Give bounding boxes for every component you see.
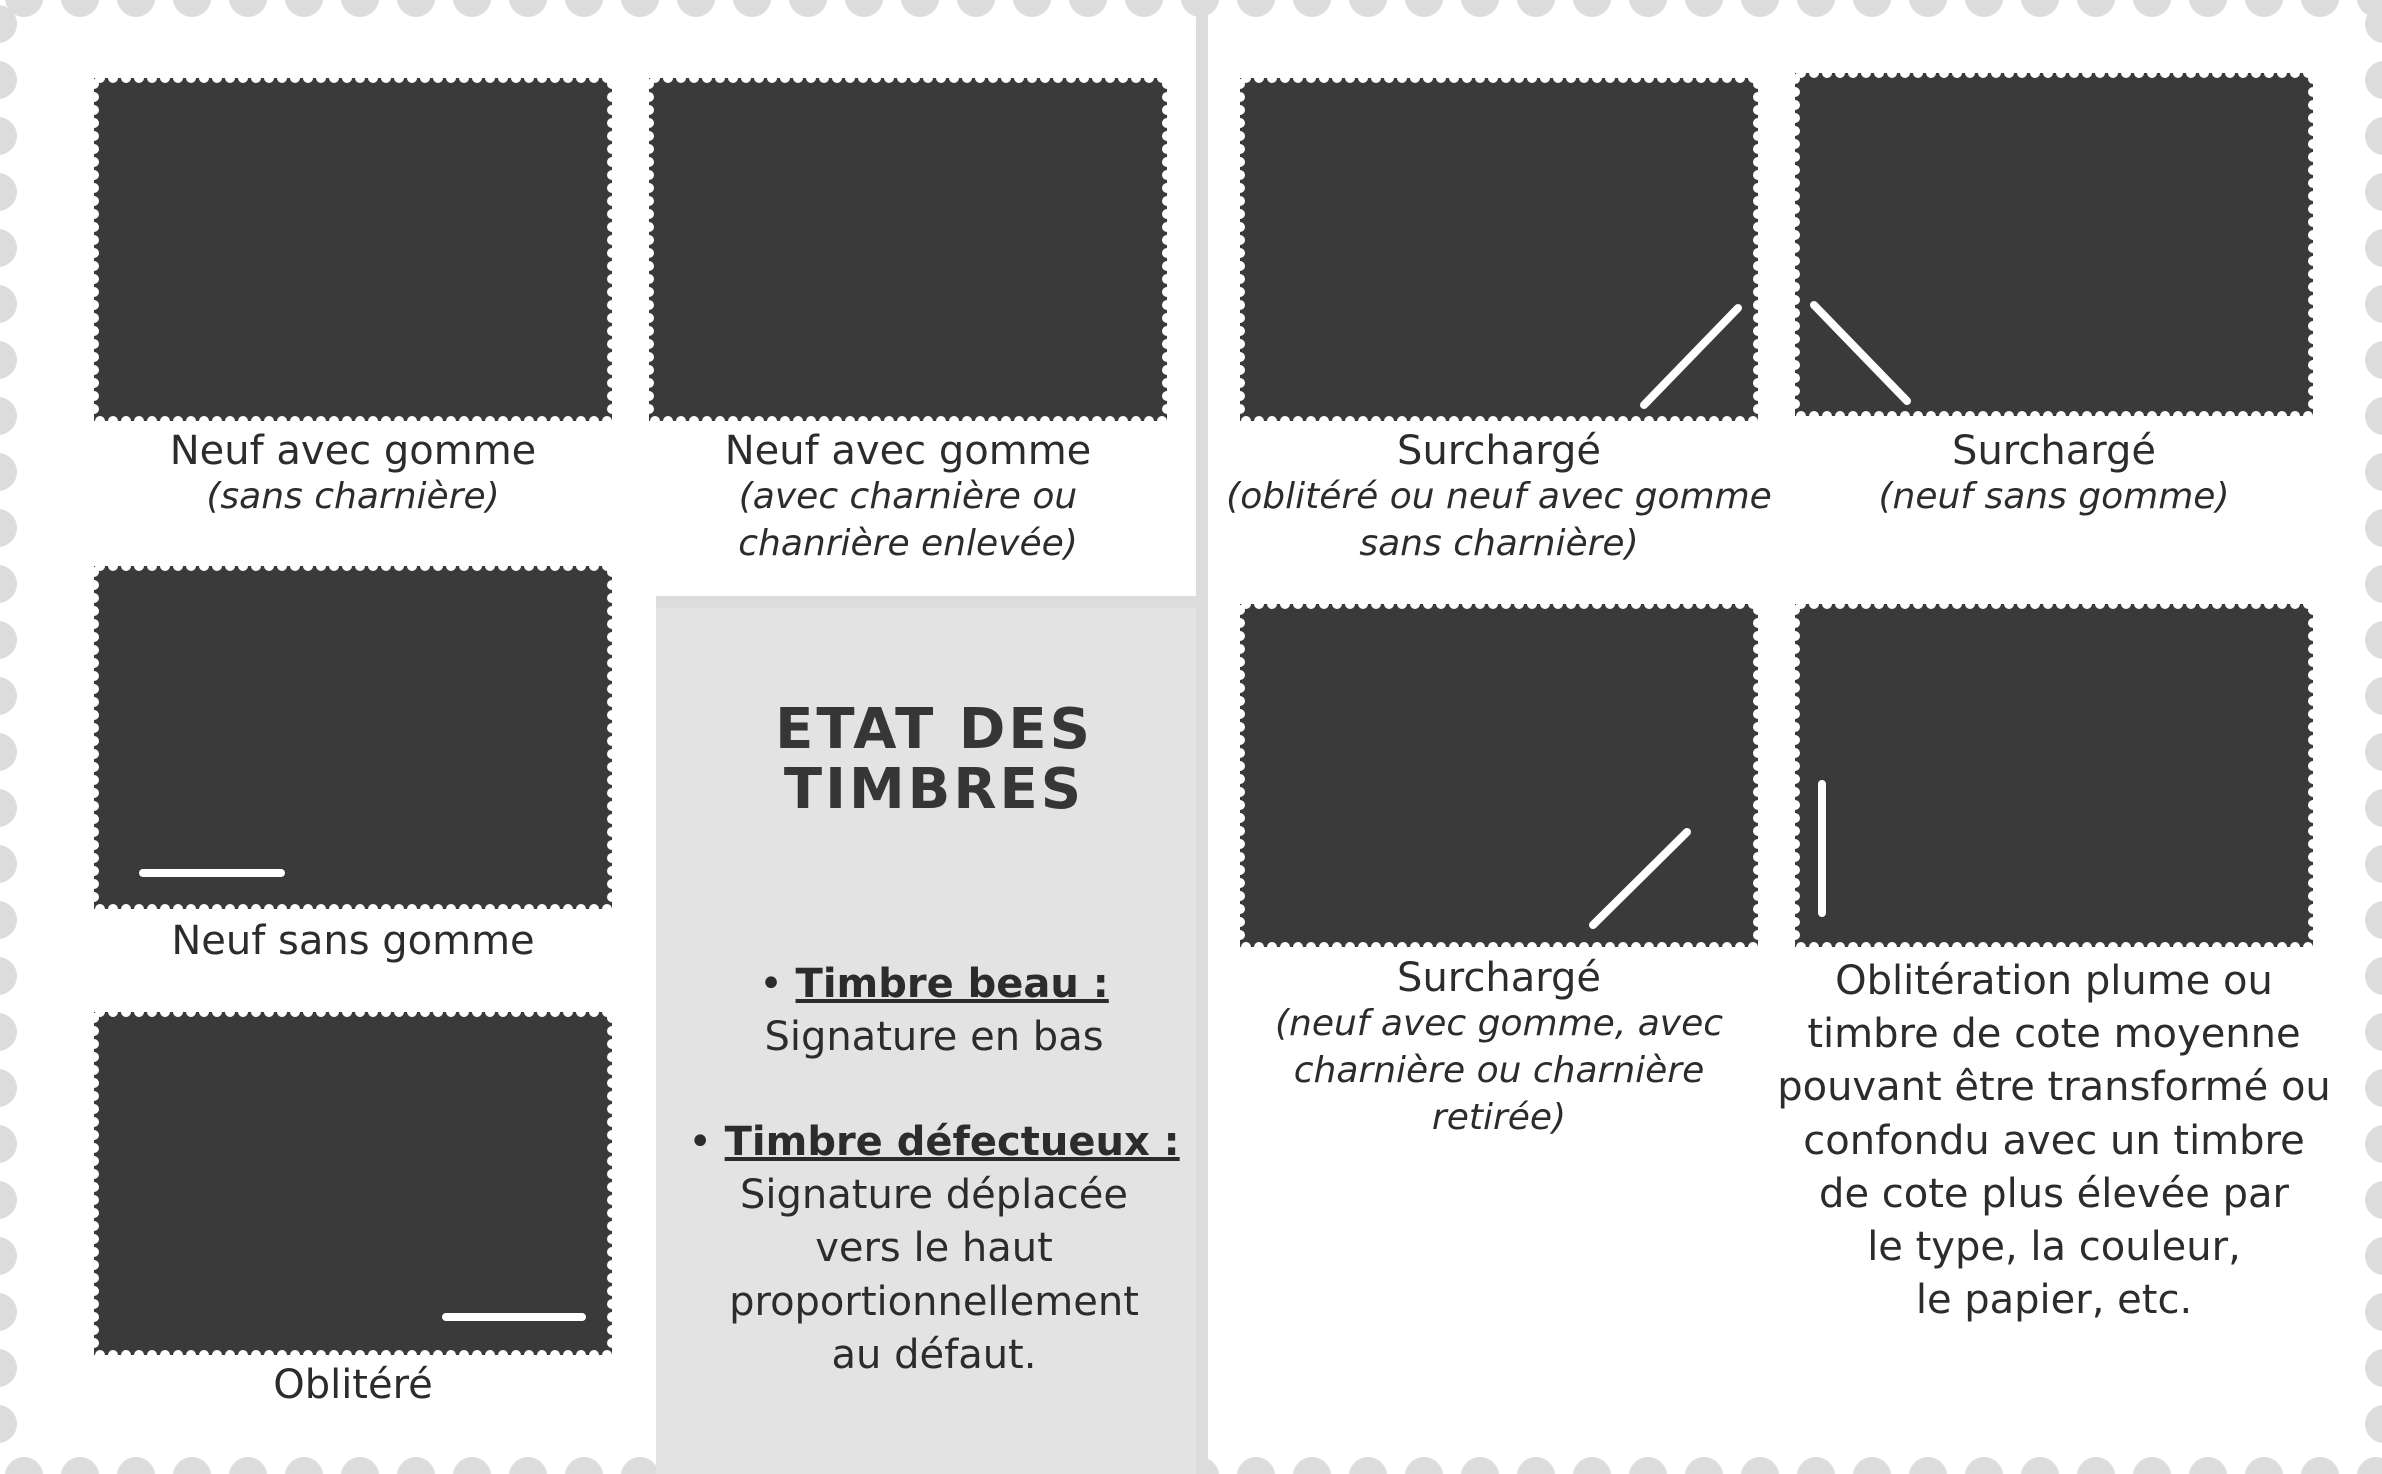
stamp-shape	[1240, 604, 1758, 947]
caption-subtitle: (oblitéré ou neuf avec gomme sans charnière)	[1226, 476, 1772, 564]
stamp-shape	[94, 78, 612, 421]
stamp-shape	[1795, 604, 2313, 947]
stamp-neuf-avec-gomme-avec-charniere	[649, 78, 1167, 421]
caption-stamp-7	[1216, 955, 1782, 1141]
note-heading-text: Timbre défectueux :	[724, 1119, 1180, 1165]
stamp-shape	[94, 1012, 612, 1355]
caption-subtitle: (sans charnière)	[206, 476, 500, 517]
stamp-shape	[649, 78, 1167, 421]
caption-stamp-4	[70, 1362, 636, 1408]
center-panel-top-border	[656, 596, 1208, 608]
stamp-obliteration-plume	[1795, 604, 2313, 947]
caption-subtitle: (neuf sans gomme)	[1878, 476, 2230, 517]
caption-title: Neuf avec gomme	[724, 428, 1092, 474]
bullet: •	[759, 961, 796, 1007]
caption-stamp-1	[70, 428, 636, 521]
caption-title: Surchargé	[1952, 428, 2156, 474]
caption-stamp-8	[1771, 955, 2337, 1327]
stamp-surcharge-neuf-sans-gomme	[1795, 73, 2313, 416]
caption-title: Oblitéré	[273, 1362, 433, 1408]
note-heading-text: Timbre beau :	[795, 961, 1109, 1007]
caption-stamp-6	[1771, 428, 2337, 521]
caption-subtitle: (neuf avec gomme, avec charnière ou charnière retirée)	[1274, 1003, 1724, 1138]
note-heading	[656, 958, 1212, 1011]
note-body: Signature déplacée vers le haut proportionnellement au défaut.	[729, 1172, 1139, 1378]
stamp-shape	[1240, 78, 1758, 421]
stamp-surcharge-oblitere	[1240, 78, 1758, 421]
caption-subtitle: (avec charnière ou chanrière enlevée)	[738, 476, 1078, 564]
bullet: •	[688, 1119, 725, 1165]
stamp-neuf-avec-gomme-sans-charniere	[94, 78, 612, 421]
stamp-shape	[1795, 73, 2313, 416]
caption-stamp-2	[625, 428, 1191, 568]
note-heading	[656, 1116, 1212, 1169]
note-timbre-beau	[656, 958, 1212, 1064]
caption-title: Surchargé	[1397, 955, 1601, 1001]
stamp-surcharge-neuf-avec-gomme	[1240, 604, 1758, 947]
caption-title: Surchargé	[1397, 428, 1601, 474]
note-timbre-defectueux	[656, 1116, 1212, 1382]
caption-stamp-5	[1216, 428, 1782, 568]
stamp-shape	[94, 566, 612, 909]
caption-title: Neuf sans gomme	[171, 918, 535, 964]
stamp-neuf-sans-gomme	[94, 566, 612, 909]
caption-description: Oblitération plume ou timbre de cote moyenne pouvant être transformé ou confondu avec un timbre de cote plus élevée par le type, la couleur, le papier, etc.	[1777, 958, 2331, 1324]
page-title: ETAT DES TIMBRES	[775, 697, 1093, 822]
note-body: Signature en bas	[764, 1014, 1104, 1061]
caption-title: Neuf avec gomme	[169, 428, 537, 474]
caption-stamp-3	[70, 918, 636, 964]
stamp-oblitere	[94, 1012, 612, 1355]
